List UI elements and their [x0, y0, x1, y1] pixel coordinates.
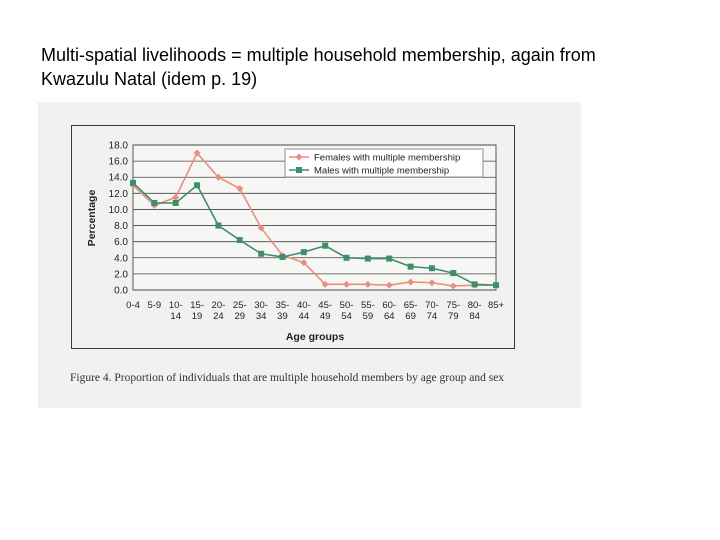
legend-marker	[296, 167, 302, 173]
y-tick-label: 12.0	[108, 188, 128, 200]
data-point-males	[472, 281, 478, 287]
data-point-males	[215, 223, 221, 229]
data-point-males	[322, 243, 328, 249]
data-point-males	[386, 256, 392, 262]
y-tick-label: 14.0	[108, 172, 128, 184]
x-tick-label: 35-	[275, 300, 290, 311]
x-tick-label: 59	[362, 311, 374, 322]
data-point-males	[130, 180, 136, 186]
x-tick-label: 10-	[168, 300, 183, 311]
data-point-males	[173, 200, 179, 206]
x-tick-label: 44	[298, 311, 310, 322]
x-tick-label: 34	[255, 311, 267, 322]
x-tick-label: 74	[426, 311, 438, 322]
y-tick-label: 6.0	[114, 237, 128, 249]
data-point-males	[301, 249, 307, 255]
x-tick-label: 84	[469, 311, 480, 322]
x-tick-label: 24	[213, 311, 224, 322]
x-tick-label: 29	[234, 311, 246, 322]
data-point-males	[408, 264, 414, 270]
data-point-males	[450, 270, 456, 276]
x-tick-label: 14	[170, 311, 181, 322]
data-point-males	[365, 256, 371, 262]
data-point-males	[258, 251, 264, 257]
x-tick-label: 69	[405, 311, 416, 322]
x-tick-label: 19	[191, 311, 203, 322]
x-tick-label: 15-	[190, 300, 204, 311]
x-tick-label: 79	[448, 311, 459, 322]
y-axis-title: Percentage	[86, 189, 98, 247]
data-point-males	[279, 254, 285, 260]
figure-caption: Figure 4. Proportion of individuals that are multiple household members by age group and sex	[70, 372, 505, 384]
x-tick-label: 5-9	[147, 300, 162, 311]
data-point-males	[344, 255, 350, 261]
x-tick-label: 64	[383, 311, 395, 322]
slide-title-line-1: Multi-spatial livelihoods = multiple household membership, again from	[41, 45, 596, 65]
x-tick-label: 75-	[446, 300, 461, 311]
x-tick-label: 25-	[232, 300, 247, 311]
x-tick-label: 65-	[403, 300, 418, 311]
x-tick-label: 0-4	[126, 300, 140, 311]
x-tick-label: 80-	[467, 300, 482, 311]
y-tick-label: 10.0	[108, 204, 128, 216]
data-point-males	[237, 237, 243, 243]
x-tick-label: 55-	[361, 300, 375, 311]
x-tick-label: 50-	[339, 300, 354, 311]
x-tick-label: 20-	[211, 300, 226, 311]
x-tick-label: 70-	[425, 300, 439, 311]
x-tick-label: 39	[277, 311, 288, 322]
y-tick-label: 4.0	[114, 253, 128, 265]
data-point-males	[151, 200, 157, 206]
data-point-males	[493, 282, 499, 288]
x-tick-label: 49	[319, 311, 331, 322]
legend-label: Males with multiple membership	[314, 165, 450, 177]
y-tick-label: 0.0	[114, 285, 128, 297]
y-tick-label: 8.0	[114, 221, 128, 233]
data-point-males	[429, 265, 435, 271]
x-tick-label: 30-	[254, 300, 268, 311]
x-tick-label: 60-	[382, 300, 397, 311]
legend-label: Females with multiple membership	[314, 152, 461, 164]
x-tick-label: 54	[341, 311, 352, 322]
y-tick-label: 2.0	[114, 269, 128, 281]
x-axis-title: Age groups	[285, 331, 345, 343]
y-tick-label: 18.0	[108, 140, 128, 152]
x-tick-label: 85+	[487, 300, 505, 311]
slide-title-line-2: Kwazulu Natal (idem p. 19)	[41, 69, 258, 89]
y-tick-label: 16.0	[108, 156, 128, 168]
data-point-males	[194, 182, 200, 188]
x-tick-label: 45-	[318, 300, 333, 311]
x-tick-label: 40-	[296, 300, 311, 311]
